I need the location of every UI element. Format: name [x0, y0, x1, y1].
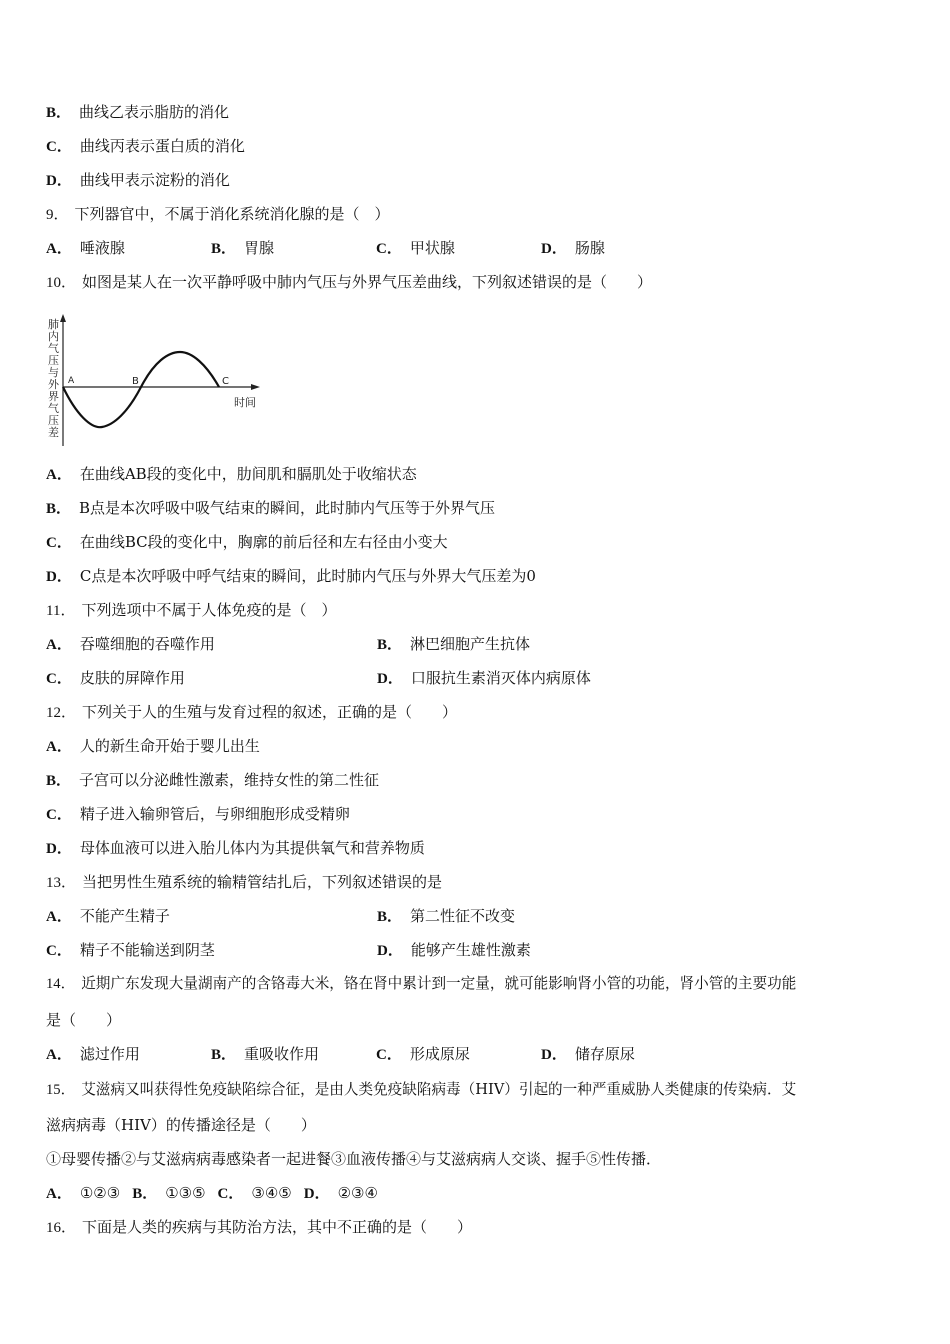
q9-stem: 9． 下列器官中，不属于消化系统消化腺的是（ ）: [46, 205, 390, 223]
q13-option-a: A． 不能产生精子: [46, 907, 170, 925]
q15-option-a: A． ①②③: [46, 1184, 121, 1202]
q13-options-row2: [46, 940, 708, 961]
q13-option-b: B． 第二性征不改变: [377, 907, 516, 925]
q14-stem-line1: 14． 近期广东发现大量湖南产的含铬毒大米，铬在肾中累计到一定量，就可能影响肾小管的功能，肾小管的主要功能: [46, 975, 797, 992]
q14-option-c: C． 形成原尿: [376, 1045, 470, 1063]
q15-options: [46, 1183, 378, 1204]
y-label-char: 与: [48, 366, 59, 379]
q14-option-d: D． 储存原尿: [541, 1045, 635, 1063]
q15-items: ①母婴传播②与艾滋病病毒感染者一起进餐③血液传播④与艾滋病病人交谈、握手⑤性传播．: [46, 1150, 662, 1168]
q10-option-d: D． C点是本次呼吸中呼气结束的瞬间，此时肺内气压与外界大气压差为0: [46, 567, 536, 585]
y-label-char: 气: [48, 342, 59, 355]
q13-option-d: D． 能够产生雄性激素: [377, 941, 531, 959]
q10-stem: 10． 如图是某人在一次平静呼吸中肺内气压与外界气压差曲线，下列叙述错误的是（ ）: [46, 273, 653, 291]
q11-options-row2: [46, 668, 708, 689]
point-a-label: A: [68, 376, 75, 386]
y-label-char: 压: [48, 414, 59, 427]
q15-option-c: C． ③④⑤: [217, 1184, 292, 1202]
q12-option-b: B． 子宫可以分泌雌性激素，维持女性的第二性征: [46, 771, 380, 789]
q13-stem: 13． 当把男性生殖系统的输精管结扎后，下列叙述错误的是: [46, 873, 443, 891]
q14-stem-line2: 是（ ）: [46, 1011, 122, 1029]
q15-option-d: D． ②③④: [303, 1184, 378, 1202]
q10-option-a: A． 在曲线AB段的变化中，肋间肌和膈肌处于收缩状态: [46, 465, 417, 483]
point-b-label: B: [132, 376, 139, 387]
y-axis-label: [48, 317, 60, 439]
q12-option-c: C． 精子进入输卵管后，与卵细胞形成受精卵: [46, 805, 350, 823]
q15-stem-line2: 滋病病毒（HIV）的传播途径是（ ）: [46, 1116, 316, 1134]
y-label-char: 界: [48, 390, 59, 403]
q14-option-a: A． 滤过作用: [46, 1045, 140, 1063]
q14-options: [46, 1044, 706, 1065]
y-label-char: 压: [48, 354, 59, 367]
q11-option-c: C． 皮肤的屏障作用: [46, 669, 185, 687]
x-axis-label: 时间: [234, 396, 256, 409]
y-label-char: 内: [48, 330, 59, 343]
pressure-curve-figure: [46, 314, 276, 450]
q8-option-c: C． 曲线丙表示蛋白质的消化: [46, 137, 245, 155]
q8-option-d: D． 曲线甲表示淀粉的消化: [46, 171, 230, 189]
q12-option-d: D． 母体血液可以进入胎儿体内为其提供氧气和营养物质: [46, 839, 425, 857]
q8-option-b: B． 曲线乙表示脂肪的消化: [46, 103, 230, 121]
q12-option-a: A． 人的新生命开始于婴儿出生: [46, 737, 260, 755]
y-label-char: 气: [48, 402, 59, 415]
pressure-curve: [63, 352, 219, 427]
point-c-label: C: [222, 376, 229, 387]
q13-options-row1: [46, 906, 708, 927]
q14-option-b: B． 重吸收作用: [211, 1045, 320, 1063]
q9-option-b: B． 胃腺: [211, 239, 275, 257]
q9-options: [46, 238, 706, 259]
q13-option-c: C． 精子不能输送到阴茎: [46, 941, 215, 959]
y-label-char: 肺: [48, 318, 59, 331]
x-axis-arrow-icon: [251, 384, 260, 390]
q10-option-b: B． B点是本次呼吸中吸气结束的瞬间，此时肺内气压等于外界气压: [46, 499, 496, 517]
q11-option-a: A． 吞噬细胞的吞噬作用: [46, 635, 215, 653]
q16-stem: 16． 下面是人类的疾病与其防治方法，其中不正确的是（ ）: [46, 1218, 473, 1236]
q9-option-c: C． 甲状腺: [376, 239, 455, 257]
y-label-char: 外: [48, 378, 59, 391]
q11-stem: 11． 下列选项中不属于人体免疫的是（ ）: [46, 601, 337, 619]
q9-option-d: D． 肠腺: [541, 239, 605, 257]
q10-option-c: C． 在曲线BC段的变化中，胸廓的前后径和左右径由小变大: [46, 533, 448, 551]
q11-option-b: B． 淋巴细胞产生抗体: [377, 635, 531, 653]
q12-stem: 12． 下列关于人的生殖与发育过程的叙述，正确的是（ ）: [46, 703, 458, 721]
q11-option-d: D． 口服抗生素消灭体内病原体: [377, 669, 591, 687]
q15-option-b: B． ①③⑤: [132, 1184, 206, 1202]
y-axis-arrow-icon: [60, 314, 66, 322]
q9-option-a: A． 唾液腺: [46, 239, 125, 257]
y-label-char: 差: [48, 426, 59, 439]
q11-options-row1: [46, 634, 708, 655]
q15-stem-line1: 15． 艾滋病又叫获得性免疫缺陷综合征，是由人类免疫缺陷病毒（HIV）引起的一种严重威胁人类健康的传染病．艾: [46, 1081, 797, 1098]
